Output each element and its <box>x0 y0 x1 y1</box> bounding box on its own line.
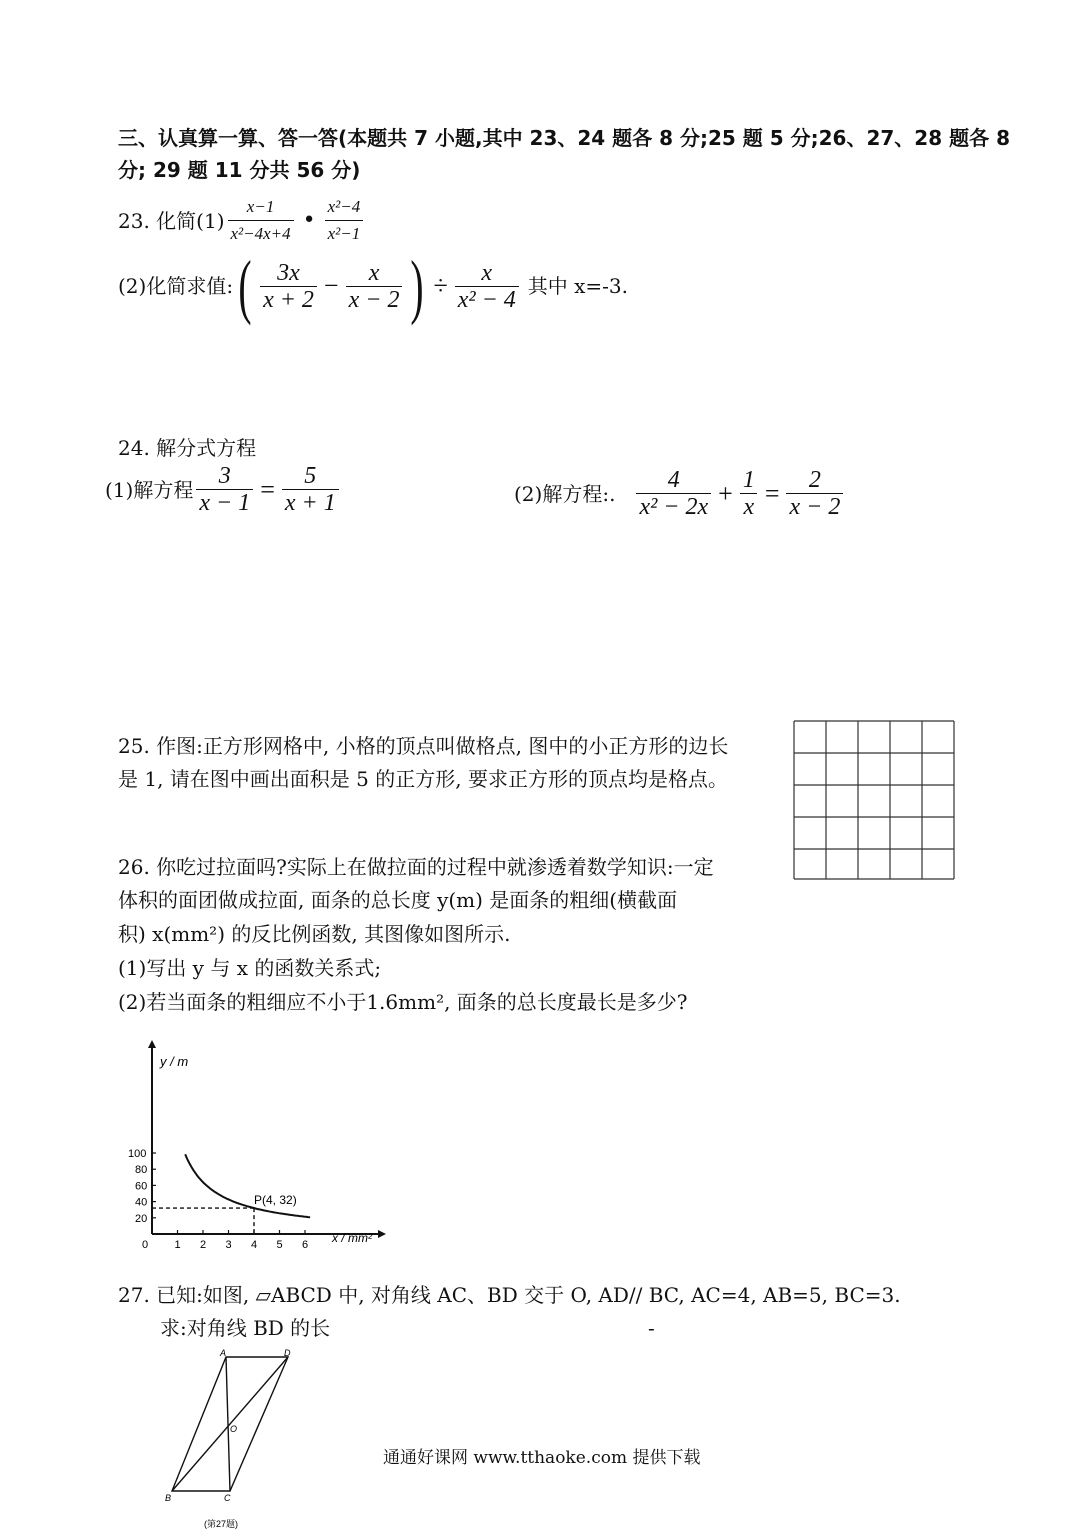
vertex-a: A <box>220 1348 227 1358</box>
q23-p2-label: (2)化简求值: <box>118 274 234 298</box>
q25-line2: 是 1, 请在图中画出面积是 5 的正方形, 要求正方形的顶点均是格点。 <box>118 767 728 791</box>
x-tick-label: 6 <box>302 1239 309 1251</box>
point-p-label: P(4, 32) <box>254 1193 297 1208</box>
q23-p2-fraction-a: $\frac{3x}{x + 2}$ <box>260 261 317 312</box>
y-tick-label: 80 <box>135 1164 148 1177</box>
origin-label: 0 <box>142 1239 149 1251</box>
x-tick-label: 4 <box>251 1239 258 1251</box>
q24-p1-fraction-left: $\frac{3}{x - 1}$ <box>196 464 253 515</box>
figure-caption: (第27题) <box>204 1519 239 1529</box>
x-axis-label: x / mm² <box>332 1231 372 1245</box>
q26-line4: (1)写出 y 与 x 的函数关系式; <box>118 956 382 980</box>
q27-dash: - <box>648 1316 655 1340</box>
q27-line1: 27. 已知:如图, ▱ABCD 中, 对角线 AC、BD 交于 O, AD// BC, AC=4, AB=5, BC=3. <box>118 1283 901 1307</box>
q24-title: 24. 解分式方程 <box>118 436 257 460</box>
x-axis-arrow <box>378 1230 386 1238</box>
q23-p1-fraction-1: $\frac{x-1}{\text{x²−4x+4}}$ <box>228 195 294 246</box>
vertex-c: C <box>224 1493 231 1503</box>
q27-line2: 求:对角线 BD 的长 <box>160 1316 331 1340</box>
q26-line2: 体积的面团做成拉面, 面条的总长度 y(m) 是面条的粗细(横截面 <box>118 888 678 912</box>
y-tick-label: 20 <box>135 1212 148 1225</box>
y-tick-label: 100 <box>128 1148 147 1160</box>
footer-watermark: 通通好课网 www.tthaoke.com 提供下载 <box>383 1448 701 1468</box>
point-o: O <box>230 1424 238 1434</box>
q23-p2-fraction-c: $\frac{x}{\text{x² − 4}}$ <box>455 261 519 312</box>
q24-p2-fraction-a: $\frac{4}{\text{x² − 2x}}$ <box>636 468 711 519</box>
q23-p2-fraction-b: $\frac{x}{x - 2}$ <box>346 261 403 312</box>
q24-p2-fraction-c: $\frac{2}{x - 2}$ <box>786 468 843 519</box>
y-tick-label: 40 <box>135 1196 148 1209</box>
q25-line1: 25. 作图:正方形网格中, 小格的顶点叫做格点, 图中的小正方形的边长 <box>118 734 729 758</box>
section-header-line2: 分; 29 题 11 分共 56 分) <box>118 158 361 182</box>
y-axis-arrow <box>148 1040 156 1048</box>
q24-p2-fraction-b: $\frac{1}{x}$ <box>740 468 758 519</box>
section-header-line1: 三、认真算一算、答一答(本题共 7 小题,其中 23、24 题各 8 分;25 题 5 分;26、27、28 题各 8 <box>118 126 1010 150</box>
q23-p2-tail: 其中 x=-3. <box>527 274 628 298</box>
q27-parallelogram-figure <box>160 1345 310 1530</box>
x-tick-label: 2 <box>200 1239 207 1251</box>
vertex-d: D <box>284 1348 291 1358</box>
vertex-b: B <box>165 1493 172 1503</box>
q23-multiply-dot: • <box>302 207 316 233</box>
q26-line3: 积) x(mm²) 的反比例函数, 其图像如图所示. <box>118 922 511 946</box>
q25-square-grid[interactable] <box>792 719 958 881</box>
left-paren: ( <box>238 246 252 326</box>
x-tick-label: 5 <box>276 1239 283 1251</box>
right-paren: ) <box>410 246 425 326</box>
x-tick-label: 3 <box>225 1239 232 1251</box>
q23-part1 <box>118 195 366 246</box>
q24-p2-label: (2)解方程:. <box>514 481 616 506</box>
q26-line5: (2)若当面条的粗细应不小于1.6mm², 面条的总长度最长是多少? <box>118 990 688 1014</box>
q24-p1-fraction-right: $\frac{5}{x + 1}$ <box>282 464 339 515</box>
q26-line1: 26. 你吃过拉面吗?实际上在做拉面的过程中就渗透着数学知识:一定 <box>118 855 714 879</box>
q24-part1: (1)解方程 $\frac{3}{x - 1}$ = $\frac{5}{x + 1}$ <box>105 464 342 515</box>
q26-inverse-function-chart <box>120 1040 390 1270</box>
q24-part2: (2)解方程:. $\frac{4}{\text{x² − 2x}}$ + $\frac{1}{x}$ = $\frac{2}{x - 2}$ <box>514 468 846 519</box>
y-axis-label: y / m <box>160 1054 189 1069</box>
y-tick-label: 60 <box>135 1180 148 1193</box>
q23-part2: (2)化简求值: ( $\frac{3x}{x + 2}$ − $\frac{x}{x - 2}$ ) ÷ $\frac{x}{\text{x² − 4}}$ 其中 x=-3. <box>118 246 628 326</box>
q23-p1-fraction-2: $\frac{\text{x²−4}}{\text{x²−1}}$ <box>325 195 364 246</box>
q23-label: 23. 化简(1) <box>118 208 225 233</box>
x-tick-label: 1 <box>174 1239 181 1251</box>
q24-p1-label: (1)解方程 <box>105 477 194 502</box>
